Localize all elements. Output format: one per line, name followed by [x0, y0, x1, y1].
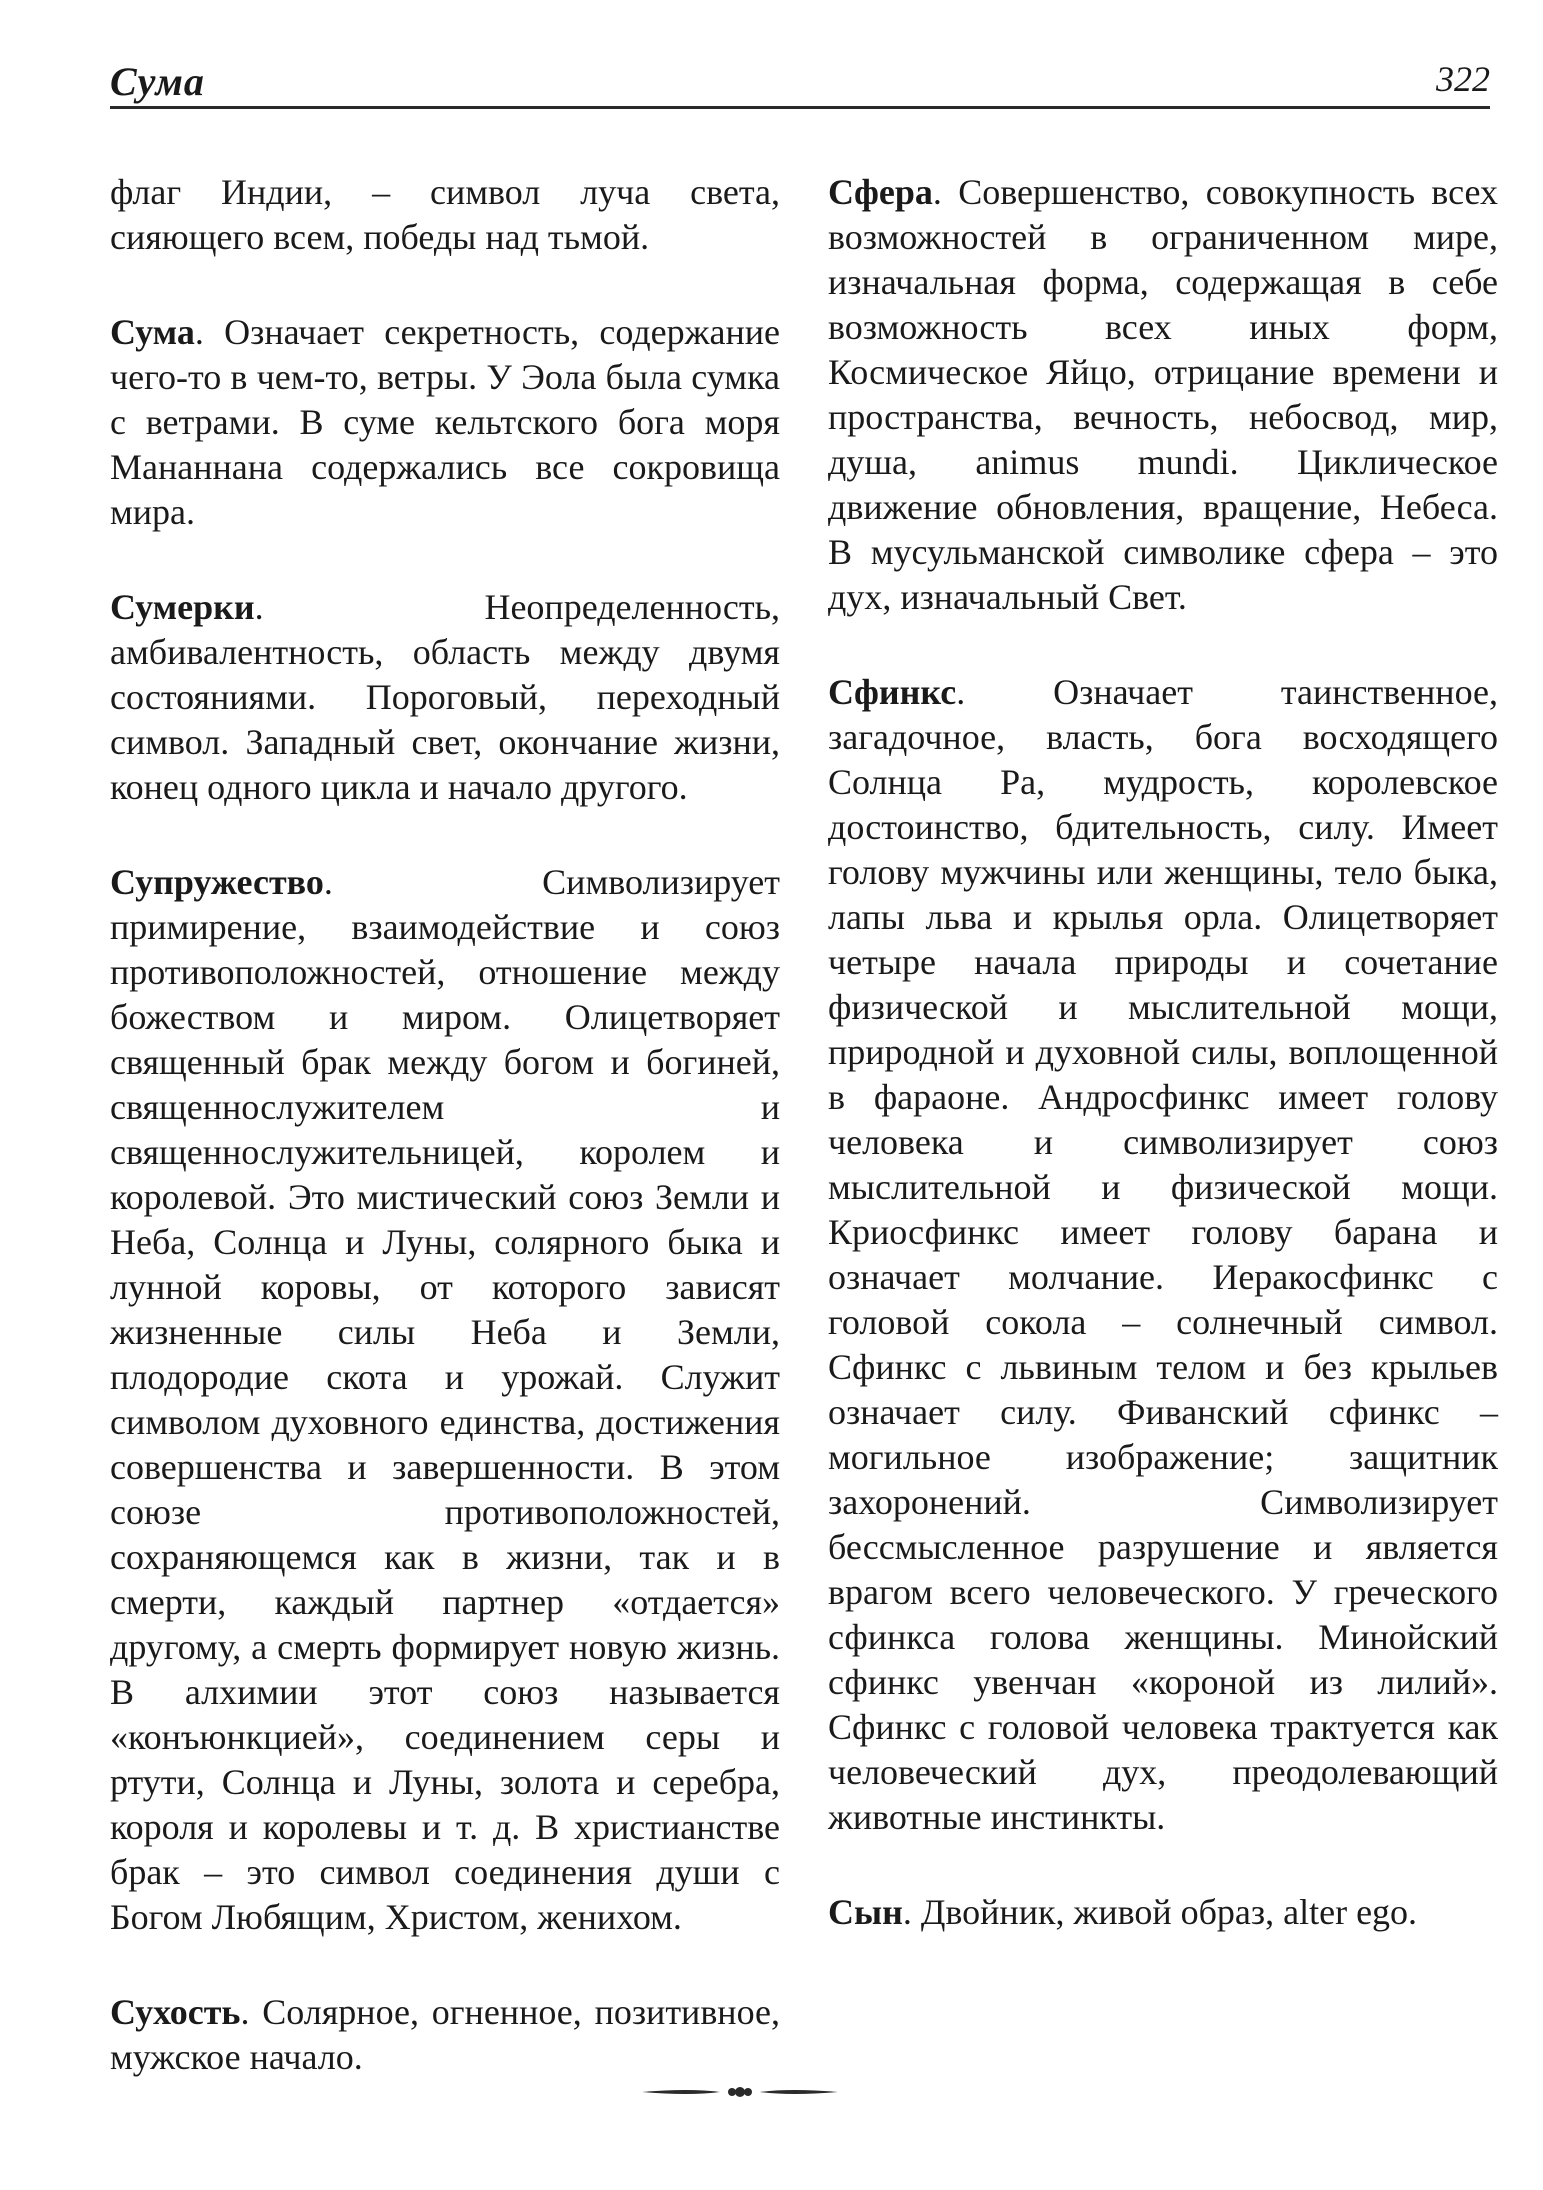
entry-sumerki [110, 585, 780, 810]
entry-supruzhestvo [110, 860, 780, 1940]
entry-term: Сфера [828, 172, 933, 212]
header-rule [110, 106, 1490, 109]
entry-text: . Символизирует примирение, взаимодействие и союз противоположностей, отношение между божеством и миром. Олицетворяет священный брак между богом и богиней, священнослужителем и священнослужительницей, королем и королевой. Это мистический союз Земли и Неба, Солнца и Луны, солярного быка и лунной коровы, от которого зависят жизненные силы Неба и Земли, плодородие скота и урожай. Служит символом духовного единства, достижения совершенства и завершенности. В этом союзе противоположностей, сохраняющемся как в жизни, так и в смерти, каждый партнер «отдается» другому, а смерть формирует новую жизнь. В алхимии этот союз называется «конъюнкцией», соединением серы и ртути, Солнца и Луны, золота и серебра, короля и королевы и т. д. В христианстве брак – это символ соединения души с Богом Любящим, Христом, женихом. [110, 862, 780, 1937]
entry-sukhost [110, 1990, 780, 2080]
entry-syn [828, 1890, 1498, 1935]
entry-term: Супружество [110, 862, 324, 902]
right-column [828, 170, 1498, 1985]
entry-text: . Означает секретность, содержание чего-то в чем-то, ветры. У Эола была сумка с ветрами. В суме кельтского бога моря Мананнана содержались все сокровища мира. [110, 312, 780, 532]
entry-term: Сын [828, 1892, 903, 1932]
entry-term: Сухость [110, 1992, 241, 2032]
running-head: Сума [110, 59, 205, 104]
entry-sfinks [828, 670, 1498, 1840]
entry-term: Сфинкс [828, 672, 957, 712]
entry-term: Сума [110, 312, 195, 352]
continuation-text: флаг Индии, – символ луча света, сияющего всем, победы над тьмой. [110, 172, 780, 257]
entry-term: Сумерки [110, 587, 255, 627]
page-header [110, 58, 1490, 108]
entry-text: . Двойник, живой образ, alter ego. [902, 1892, 1418, 1932]
entry-text: . Означает таинственное, загадочное, власть, бога восходящего Солнца Ра, мудрость, королевское достоинство, бдительность, силу. Имеет голову мужчины или женщины, тело быка, лапы льва и крылья орла. Олицетворяет четыре начала природы и сочетание физической и мыслительной мощи, природной и духовной силы, воплощенной в фараоне. Андросфинкс имеет голову человека и символизирует союз мыслительной и физической мощи. Криосфинкс имеет голову барана и означает молчание. Иеракосфинкс с головой сокола – солнечный символ. Сфинкс с львиным телом и без крыльев означает силу. Фиванский сфинкс – могильное изображение; защитник захоронений. Символизирует бессмысленное разрушение и является врагом всего человеческого. У греческого сфинкса голова женщины. Минойский сфинкс увенчан «короной из лилий». Сфинкс с головой человека трактуется как человеческий дух, преодолевающий животные инстинкты. [828, 672, 1498, 1837]
entry-sfera [828, 170, 1498, 620]
entry-text: . Солярное, огненное, позитивное, мужское начало. [110, 1992, 780, 2077]
left-column [110, 170, 780, 2130]
entry-text: . Неопределенность, амбивалентность, область между двумя состояниями. Пороговый, переходный символ. Западный свет, окончание жизни, конец одного цикла и начало другого. [110, 587, 780, 807]
entry-text: . Совершенство, совокупность всех возможностей в ограниченном мире, изначальная форма, содержащая в себе возможность всех иных форм, Космическое Яйцо, отрицание времени и пространства, вечность, небосвод, мир, душа, animus mundi. Циклическое движение обновления, вращение, Небеса. В мусульманской символике сфера – это дух, изначальный Свет. [828, 172, 1498, 617]
entry-suma [110, 310, 780, 535]
page-number: 322 [1436, 59, 1490, 99]
end-ornament [640, 2082, 840, 2102]
